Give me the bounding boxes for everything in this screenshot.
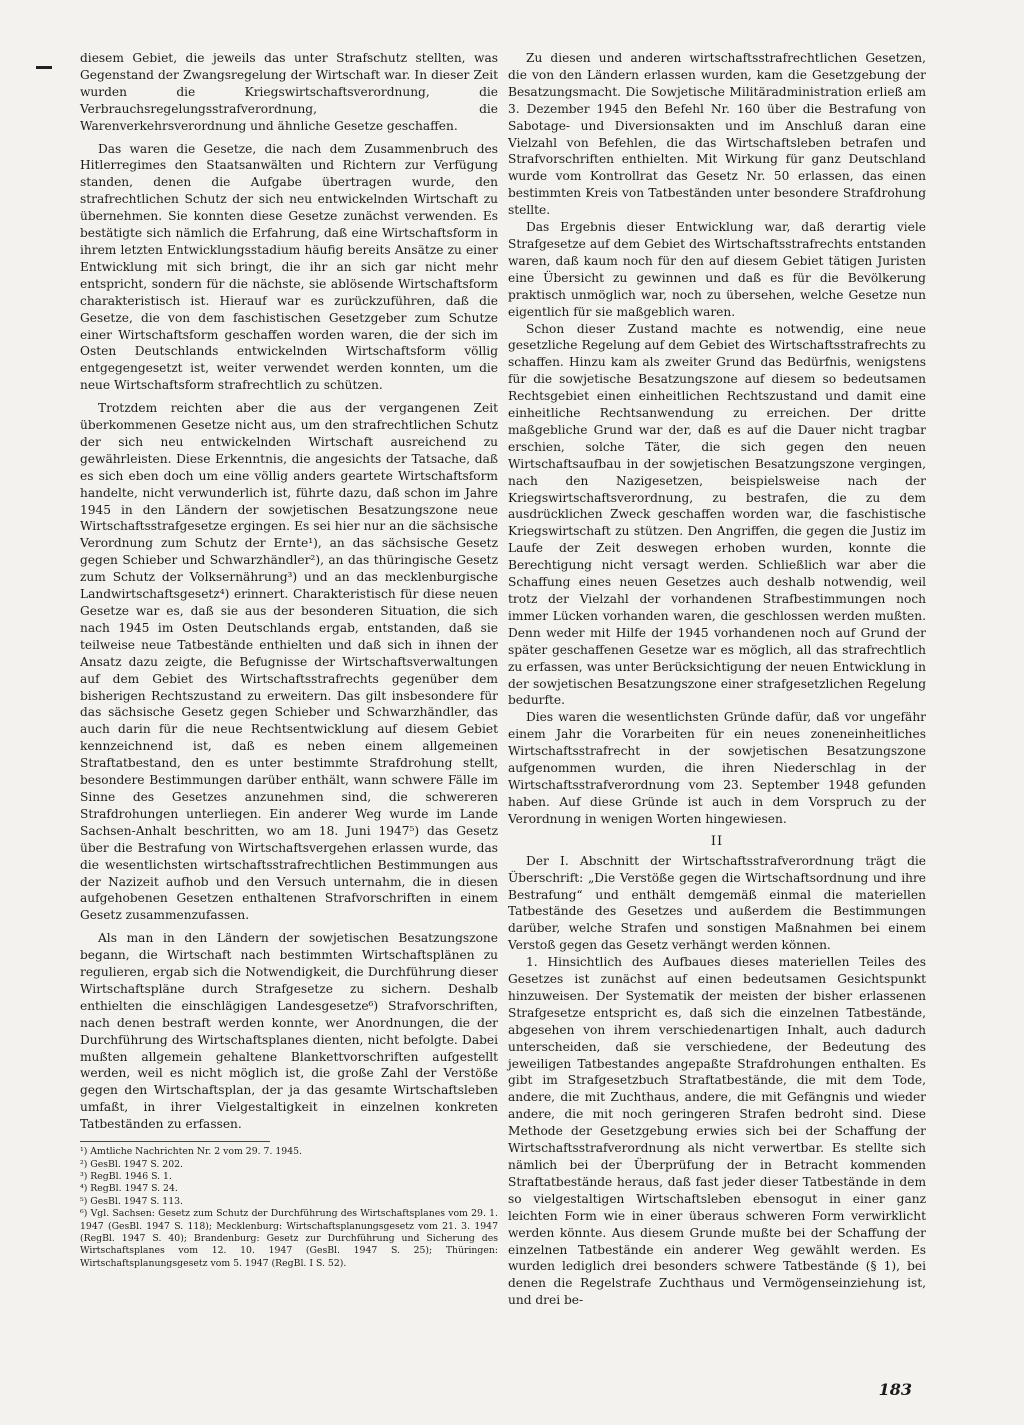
left-column [80,50,498,1270]
paragraph: Dies waren die wesentlichsten Gründe dafür, daß vor ungefähr einem Jahr die Vorarbeiten für ein neues zoneneinheitliches Wirtschaftsstrafrecht in der sowjetischen Besatzungszone aufgenommen wurden, die ihren Niederschlag in der Wirtschaftsstrafverordnung vom 23. September 1948 gefunden haben. Auf diese Gründe ist auch in dem Vorspruch zu der Verordnung in wenigen Worten hingewiesen. [508,710,926,826]
footnote: ²) GesBl. 1947 S. 202. [80,1158,183,1170]
paragraph: Der I. Abschnitt der Wirtschaftsstrafverordnung trägt die Überschrift: „Die Verstöße gegen die Wirtschaftsordnung und ihre Bestrafung“ und enthält demgemäß einmal die materiellen Tatbestände des Gesetzes und außerdem die Bestimmungen darüber, welche Strafen und sonstigen Maßnahmen bei einem Verstoß gegen das Gesetz verhängt werden können. [508,853,926,953]
page-number: 183 [878,1380,912,1399]
paragraph: 1. Hinsichtlich des Aufbaues dieses materiellen Teiles des Gesetzes ist zunächst auf einen bedeutsamen Gesichtspunkt hinzuweisen. Der Systematik der meisten der bisher erlassenen Strafgesetze entspricht es, daß sich die einzelnen Tatbestände, abgesehen von ihrem verschiedenartigen Inhalt, auch dadurch unterscheiden, daß sie verschiedene, der Bedeutung des jeweiligen Tatbestandes angepaßte Strafdrohungen enthalten. Es gibt im Strafgesetzbuch Straftatbestände, die mit dem Tode, andere, die mit Zuchthaus, andere, die mit Gefängnis und wieder andere, die mit noch geringeren Strafen bedroht sind. Diese Methode der Gesetzgebung erwies sich bei der Schaffung der Wirtschaftsstrafverordnung als nicht verwertbar. Es stellte sich nämlich bei der Überprüfung der in Betracht kommenden Straftatbestände heraus, daß fast jeder dieser Tatbestände in dem so vielgestaltigen Wirtschaftsleben ebensogut in einer ganz leichten Form wie in einer überaus schweren Form verwirklicht werden könnte. Aus diesem Grunde mußte bei der Schaffung der einzelnen Tatbestände ein anderer Weg gewählt werden. Es wurden lediglich drei besonders schwere Tatbestände (§ 1), bei denen die Regelstrafe Zuchthaus und Vermögenseinziehung ist, und drei be- [508,955,926,1308]
paragraph: Schon dieser Zustand machte es notwendig, eine neue gesetzliche Regelung auf dem Gebiet des Wirtschaftsstrafrechts zu schaffen. Hinzu kam als zweiter Grund das Bedürfnis, wenigstens für die sowjetische Besatzungszone auf diesem so bedeutsamen Rechtsgebiet einen einheitlichen Rechtszustand und damit eine einheitliche Rechtsanwendung zu erreichen. Der dritte maßgebliche Grund war der, daß es auf die Dauer nicht tragbar erschien, solche Täter, die sich gegen den neuen Wirtschaftsaufbau in der sowjetischen Besatzungszone vergingen, nach den Nazigesetzen, beispielsweise nach der Kriegswirtschaftsverordnung, zu bestrafen, die zu dem ausdrücklichen Zweck geschaffen worden war, die faschistische Kriegswirtschaft zu stützen. Den Angriffen, die gegen die Justiz im Laufe der Zeit deswegen erhoben wurden, konnte die Berechtigung nicht versagt werden. Schließlich war aber die Schaffung eines neuen Gesetzes auch deshalb notwendig, weil trotz der Vielzahl der vorhandenen Strafbestimmungen noch immer Lücken vorhanden waren, die geschlossen werden mußten. Denn weder mit Hilfe der 1945 vorhandenen noch auf Grund der später geschaffenen Gesetze war es möglich, all das strafrechtlich zu erfassen, was unter Berücksichtigung der neuen Entwicklung in der sowjetischen Besatzungszone einer strafgesetzlichen Regelung bedurfte. [508,321,926,708]
paragraph: Zu diesen und anderen wirtschaftsstrafrechtlichen Gesetzen, die von den Ländern erlassen wurden, kam die Gesetzgebung der Besatzungsmacht. Die Sowjetische Militäradministration erließ am 3. Dezember 1945 den Befehl Nr. 160 über die Bestrafung von Sabotage- und Diversionsakten und im Anschluß daran eine Vielzahl von Befehlen, die das Wirtschaftsleben betrafen und Strafvorschriften enthielten. Mit Wirkung für ganz Deutschland wurde vom Kontrollrat das Gesetz Nr. 50 erlassen, das einen bestimmten Kreis von Tatbeständen unter besondere Strafdrohung stellte. [508,51,926,218]
section-heading: II [710,833,724,849]
paragraph: Als man in den Ländern der sowjetischen Besatzungszone begann, die Wirtschaft nach bestimmten Wirtschaftsplänen zu regulieren, ergab sich die Notwendigkeit, die Durchführung dieser Wirtschaftspläne durch Strafgesetze zu sichern. Deshalb enthielten die einschlägigen Landesgesetze⁶) Strafvorschriften, nach denen bestraft werden konnte, wer Anordnungen, die der Durchführung des Wirtschaftsplanes dienten, nicht befolgte. Dabei mußten allgemein gehaltene Blankettvorschriften aufgestellt werden, weil es nicht möglich ist, die große Zahl der Verstöße gegen den Wirtschaftsplan, der ja das gesamte Wirtschaftsleben umfaßt, in ihrer Vielgestaltigkeit in einzelnen konkreten Tatbeständen zu erfassen. [80,931,498,1132]
paragraph: diesem Gebiet, die jeweils das unter Strafschutz stellten, was Gegenstand der Zwangsregelung der Wirtschaft war. In dieser Zeit wurden die Kriegswirtschaftsverordnung, die Verbrauchsregelungsstrafverordnung, die Warenverkehrsverordnung und ähnliche Gesetze geschaffen. [80,51,498,133]
footnote: ⁵) GesBl. 1947 S. 113. [80,1195,183,1207]
footnotes [80,1146,498,1270]
paragraph: Das Ergebnis dieser Entwicklung war, daß derartig viele Strafgesetze auf dem Gebiet des Wirtschaftsstrafrechts entstanden waren, daß kaum noch für den auf diesem Gebiet tätigen Juristen eine Übersicht zu gewinnen und daß es für die Bevölkerung praktisch unmöglich war, noch zu übersehen, welche Gesetze nun eigentlich für sie maßgeblich waren. [508,220,926,319]
paragraph: Das waren die Gesetze, die nach dem Zusammenbruch des Hitlerregimes den Staatsanwälten und Richtern zur Verfügung standen, denen die Aufgabe übertragen wurde, den strafrechtlichen Schutz der sich neu entwickelnden Wirtschaft zu übernehmen. Sie konnten diese Gesetze zunächst verwenden. Es bestätigte sich nämlich die Erfahrung, daß eine Wirtschaftsform in ihrem letzten Entwicklungsstadium häufig bereits Ansätze zu einer Entwicklung mit sich bringt, die ihr an sich gar nicht mehr entspricht, sondern für die nächste, sie ablösende Wirtschaftsform charakteristisch ist. Hierauf war es zurückzuführen, daß die Gesetze, die von dem faschistischen Gesetzgeber zum Schutze einer Wirtschaftsform geschaffen worden waren, die der sich im Osten Deutschlands entwickelnden Wirtschaftsform völlig entgegengesetzt ist, weiter verwendet werden konnten, um die neue Wirtschaftsform strafrechtlich zu schützen. [80,141,498,393]
footnote: ⁶) Vgl. Sachsen: Gesetz zum Schutz der Durchführung des Wirtschaftsplanes vom 29. 1. 1947 (GesBl. 1947 S. 118); Mecklenburg: Wirtschaftsplanungsgesetz vom 21. 3. 1947 (RegBl. 1947 S. 40); Brandenburg: Gesetz zur Durchführung und Sicherung des Wirtschaftsplanes vom 12. 10. 1947 (GesBl. 1947 S. 25); Thüringen: Wirtschaftsplanungsgesetz vom 5. 1947 (RegBl. I S. 52). [80,1208,498,1269]
margin-mark [36,66,52,69]
paragraph: Trotzdem reichten aber die aus der vergangenen Zeit überkommenen Gesetze nicht aus, um den strafrechtlichen Schutz der sich neu entwickelnden Wirtschaft ausreichend zu gewährleisten. Diese Erkenntnis, die angesichts der Tatsache, daß es sich eben doch um eine völlig anders geartete Wirtschaftsform handelte, nicht verwunderlich ist, führte dazu, daß schon im Jahre 1945 in den Ländern der sowjetischen Besatzungszone neue Wirtschaftsstrafgesetze ergingen. Es sei hier nur an die sächsische Verordnung zum Schutz der Ernte¹), an das sächsische Gesetz gegen Schieber und Schwarzhändler²), an das thüringische Gesetz zum Schutz der Volksernährung³) und an das mecklenburgische Landwirtschaftsgesetz⁴) erinnert. Charakteristisch für diese neuen Gesetze war es, daß sie aus der besonderen Situation, die sich nach 1945 im Osten Deutschlands ergab, entstanden, daß sie teilweise neue Tatbestände enthielten und daß sich in ihnen der Ansatz dazu zeigte, die Befugnisse der Wirtschaftsverwaltungen auf dem Gebiet des Wirtschaftsstrafrechts gegenüber dem bisherigen Rechtszustand zu erweitern. Das gilt insbesondere für das sächsische Gesetz gegen Schieber und Schwarzhändler, das auch darin für die neue Rechtsentwicklung auf diesem Gebiet kennzeichnend ist, daß es neben einem allgemeinen Straftatbestand, den es unter bestimmte Strafdrohung stellt, besondere Bestimmungen darüber enthält, wann schwere Fälle im Sinne des Gesetzes anzunehmen sind, die schwereren Strafdrohungen unterliegen. Ein anderer Weg wurde im Lande Sachsen-Anhalt beschritten, wo am 18. Juni 1947⁵) das Gesetz über die Bestrafung von Wirtschaftsvergehen erlassen wurde, das die wesentlichsten wirtschaftsstrafrechtlichen Bestimmungen aus der Nazizeit aufhob und den Versuch unternahm, die in diesen aufgehobenen Gesetzen enthaltenen Strafvorschriften in einem Gesetz zusammenzufassen. [80,401,498,923]
right-column [508,50,926,1309]
footnote: ³) RegBl. 1946 S. 1. [80,1170,172,1182]
footnote: ⁴) RegBl. 1947 S. 24. [80,1183,178,1195]
footnote: ¹) Amtliche Nachrichten Nr. 2 vom 29. 7. 1945. [80,1146,302,1158]
